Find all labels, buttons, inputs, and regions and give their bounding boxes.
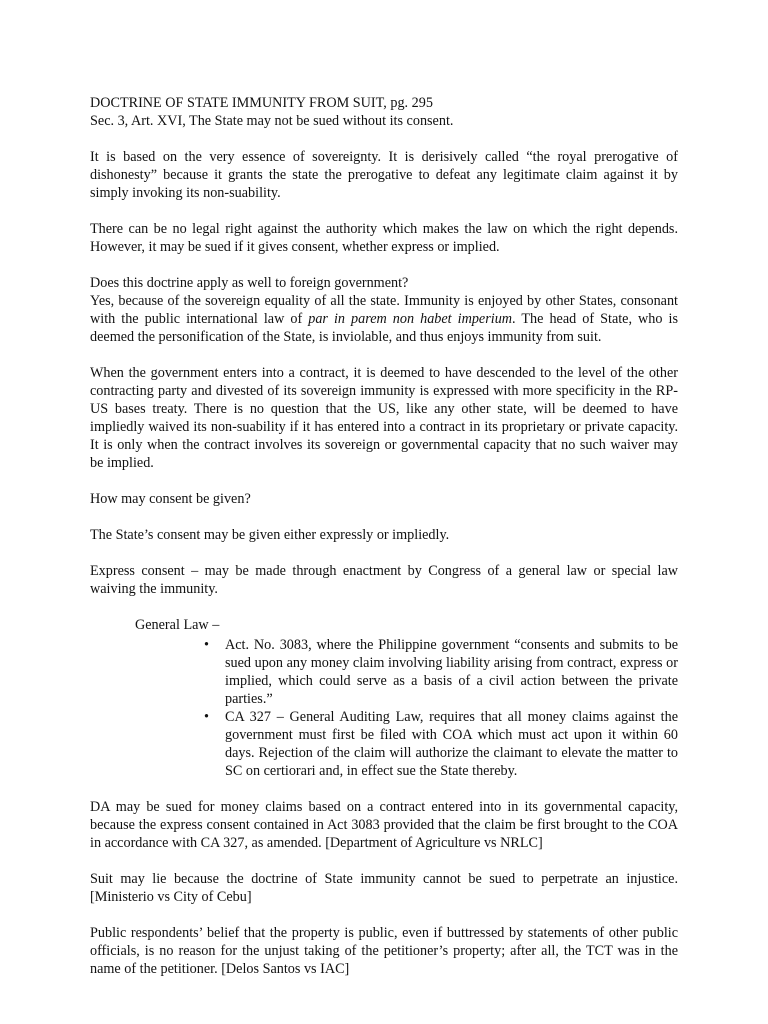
answer-foreign-government <box>90 292 678 346</box>
document-subtitle: Sec. 3, Art. XVI, The State may not be sued without its consent. <box>90 113 454 129</box>
question-foreign-government: Does this doctrine apply as well to foreign government? <box>90 275 409 291</box>
general-law-heading: General Law – <box>135 617 220 633</box>
paragraph-delos-santos-case: Public respondents’ belief that the property is public, even if buttressed by statements of other public officials, is no reason for the unjust taking of the petitioner’s property; after all, the TCT was in the name of the petitioner. [Delos Santos vs IAC] <box>90 925 678 977</box>
paragraph-contract: When the government enters into a contract, it is deemed to have descended to the level of the other contracting party and divested of its sovereign immunity is expressed with more specificity in the RP-US bases treaty. There is no question that the US, like any other state, will be deemed to have impliedly waived its non-suability if it has entered into a contract in its proprietary or private capacity. It is only when the contract involves its sovereign or governmental capacity that no such waiver may be implied. <box>90 365 678 471</box>
latin-maxim: par in parem non habet imperium <box>308 311 513 327</box>
paragraph-express-consent: Express consent – may be made through enactment by Congress of a general law or special law waiving the immunity. <box>90 563 678 597</box>
general-law-list <box>90 636 678 780</box>
list-item: • CA 327 – General Auditing Law, requires that all money claims against the government must first be filed with COA which must act upon it within 60 days. Rejection of the claim will authorize the claimant to elevate the matter to SC on certiorari and, in effect sue the State thereby. <box>225 708 678 780</box>
question-consent: How may consent be given? <box>90 491 251 507</box>
answer-text-pre: Yes, because of the sovereign equality of all the state. Immunity is enjoyed by other States, consonant with the public international law of <box>90 293 678 327</box>
paragraph-da-case: DA may be sued for money claims based on a contract entered into in its governmental capacity, because the express consent contained in Act 3083 provided that the claim be first brought to the COA in accordance with CA 327, as amended. [Department of Agriculture vs NRLC] <box>90 799 678 851</box>
list-item: • Act. No. 3083, where the Philippine government “consents and submits to be sued upon any money claim involving liability arising from contract, express or implied, which could serve as a basis of a civil action between the private parties.” <box>225 636 678 708</box>
answer-text-post: . The head of State, who is deemed the personification of the State, is inviolable, and thus enjoys immunity from suit. <box>90 311 678 345</box>
paragraph-consent-given: The State’s consent may be given either expressly or impliedly. <box>90 527 450 543</box>
paragraph-ministerio-case: Suit may lie because the doctrine of State immunity cannot be sued to perpetrate an injustice. [Ministerio vs City of Cebu] <box>90 871 678 905</box>
paragraph-sovereignty: It is based on the very essence of sovereignty. It is derisively called “the royal prerogative of dishonesty” because it grants the state the prerogative to defeat any legitimate claim against it by simply invoking its non-suability. <box>90 149 678 201</box>
document-title: DOCTRINE OF STATE IMMUNITY FROM SUIT, pg. 295 <box>90 95 433 111</box>
paragraph-legal-right: There can be no legal right against the authority which makes the law on which the right depends. However, it may be sued if it gives consent, whether express or implied. <box>90 221 678 255</box>
